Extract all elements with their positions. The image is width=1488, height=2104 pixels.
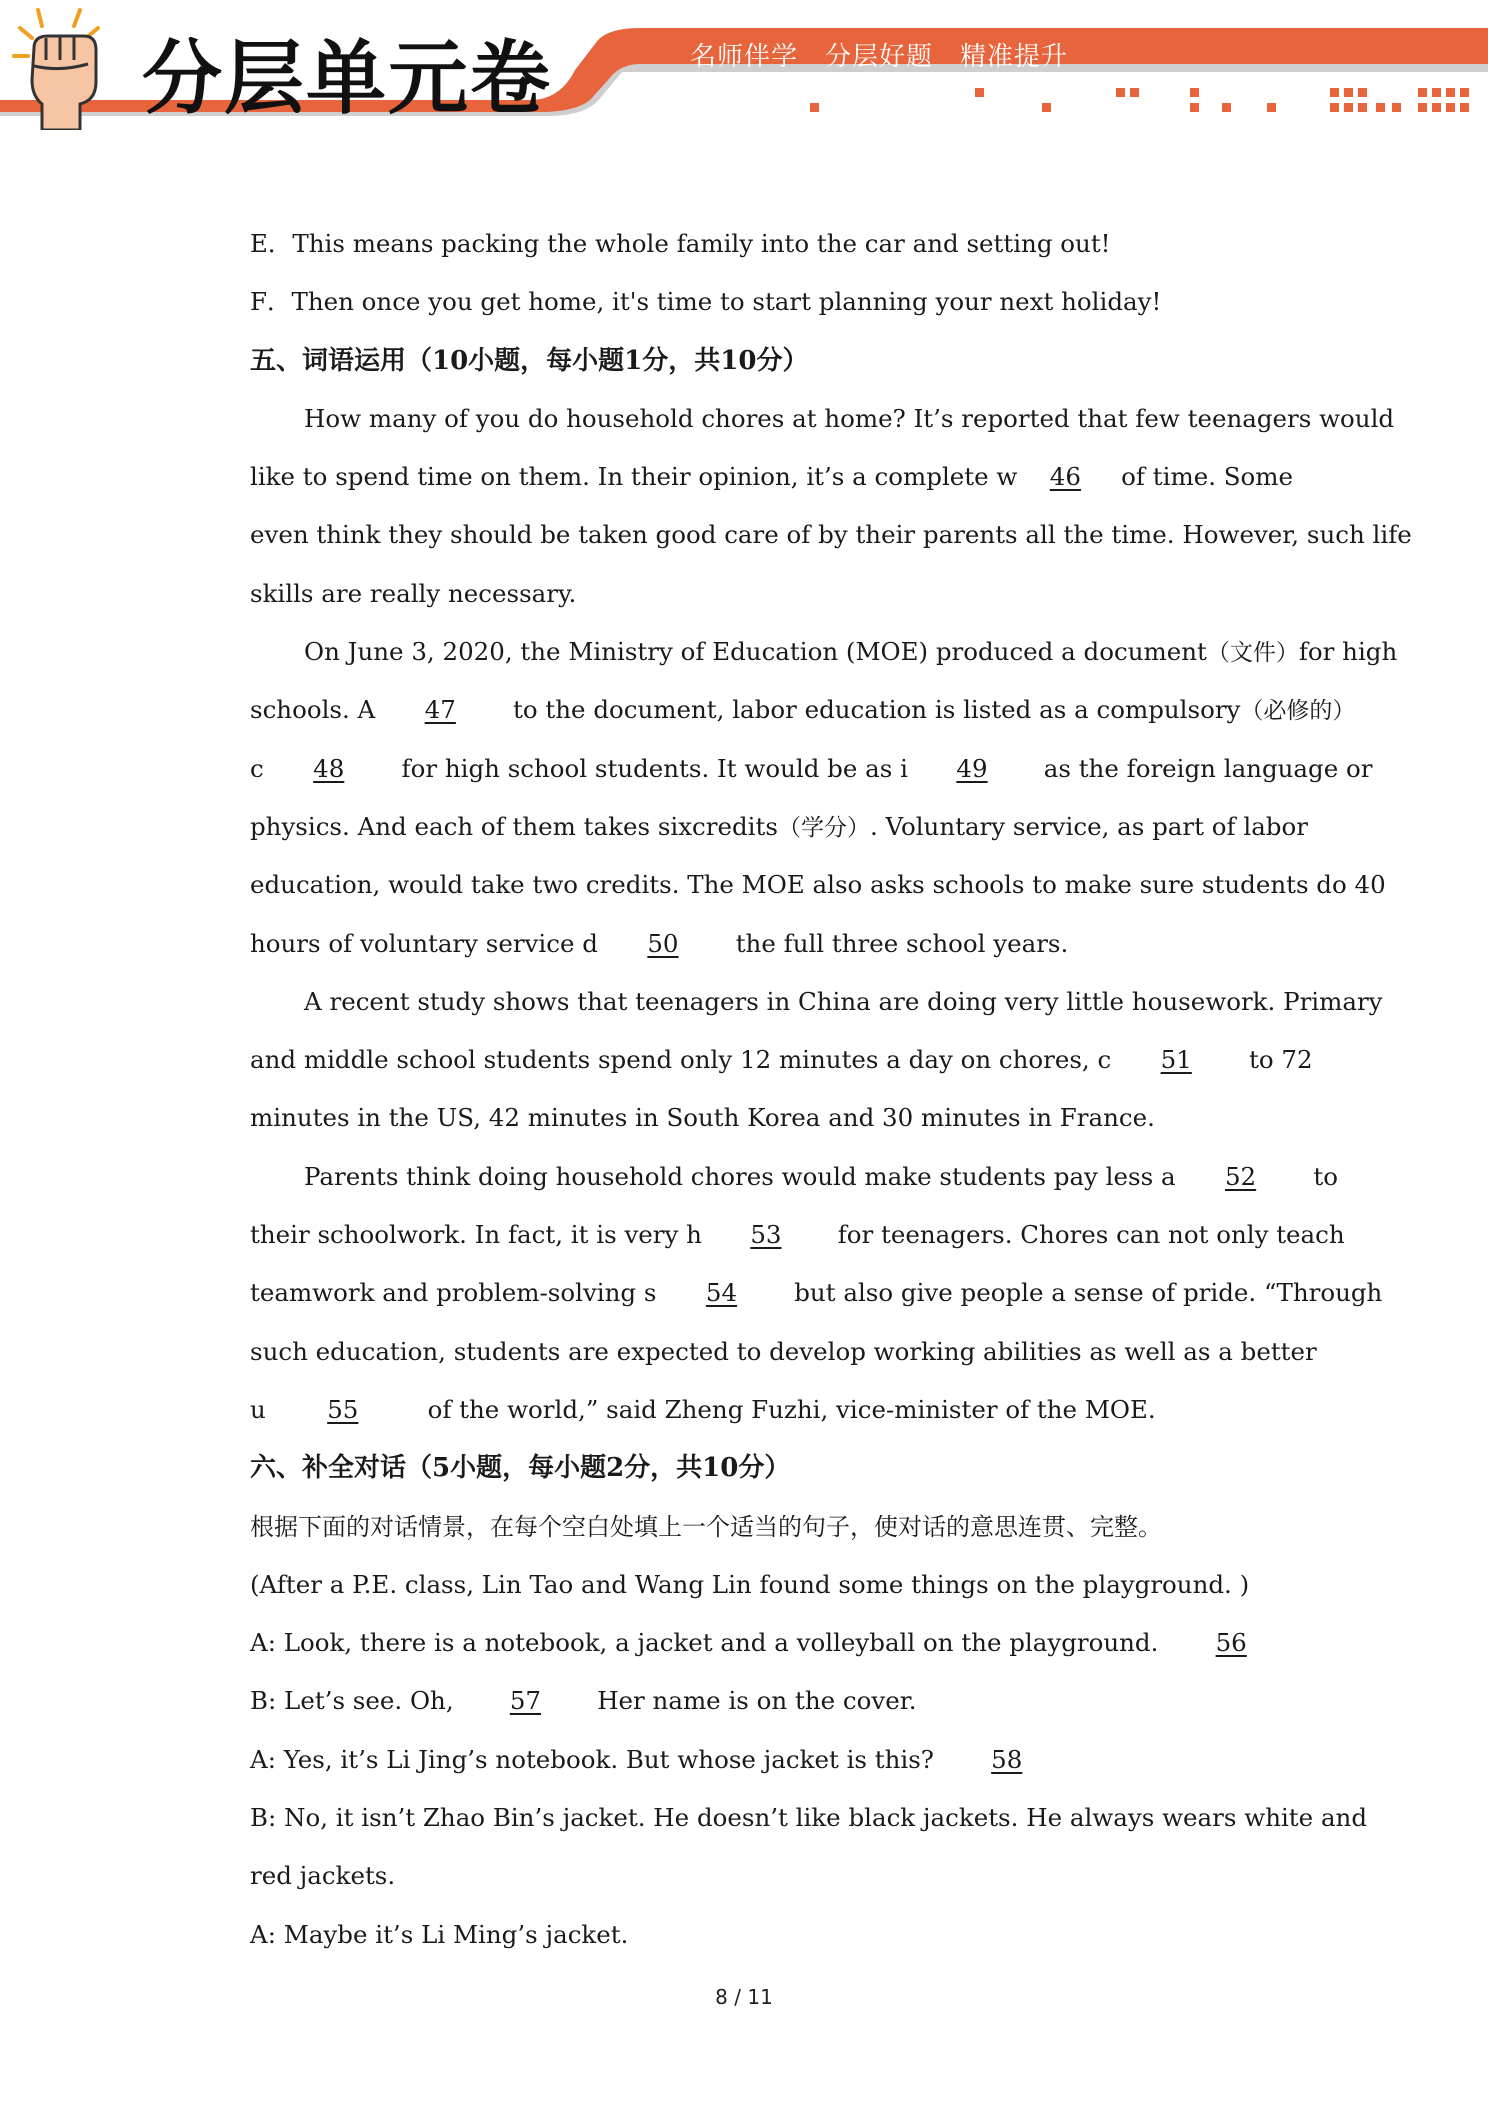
passage-line: Parents think doing household chores would make students pay less a 52 to: [250, 1148, 1250, 1206]
passage-line: even think they should be taken good care of by their parents all the time. However, such life: [250, 520, 1412, 550]
blank-50[interactable]: 50: [647, 928, 679, 958]
passage-line: and middle school students spend only 12 minutes a day on chores, c 51 to 72: [250, 1031, 1250, 1089]
blank-52[interactable]: 52: [1224, 1161, 1257, 1191]
dialogue-line: A: Yes, it’s Li Jing’s notebook. But whose jacket is this? 58: [250, 1731, 1250, 1789]
section-six-instruction: 根据下面的对话情景，在每个空白处填上一个适当的句子，使对话的意思连贯、完整。: [250, 1512, 1162, 1541]
page-header: [0, 0, 1488, 130]
blank-47[interactable]: 47: [424, 695, 456, 725]
passage-line: skills are really necessary.: [250, 578, 577, 608]
passage-line: such education, students are expected to develop working abilities as well as a better: [250, 1336, 1317, 1366]
blank-53[interactable]: 53: [750, 1220, 782, 1250]
passage-line: On June 3, 2020, the Ministry of Education (MOE) produced a document（文件）for high: [304, 637, 1398, 667]
passage-line: How many of you do household chores at home? It’s reported that few teenagers would: [304, 403, 1395, 433]
passage-line: education, would take two credits. The MOE also asks schools to make sure students do 40: [250, 870, 1386, 900]
dialogue-line: red jackets.: [250, 1861, 396, 1891]
option-f: F．Then once you get home, it's time to start planning your next holiday!: [250, 287, 1162, 317]
blank-49[interactable]: 49: [956, 753, 988, 783]
passage-line: their schoolwork. In fact, it is very h 53 for teenagers. Chores can not only teach: [250, 1206, 1250, 1264]
blank-58[interactable]: 58: [991, 1744, 1023, 1774]
blank-46[interactable]: 46: [1049, 462, 1081, 492]
dialogue-line: A: Maybe it’s Li Ming’s jacket.: [250, 1919, 629, 1949]
blank-55[interactable]: 55: [327, 1394, 359, 1424]
passage-line: u 55 of the world,” said Zheng Fuzhi, vice-minister of the MOE.: [250, 1381, 1250, 1439]
option-e: E．This means packing the whole family into the car and setting out!: [250, 229, 1111, 258]
passage-line: hours of voluntary service d 50 the full three school years.: [250, 915, 1250, 973]
dialogue-line: B: No, it isn’t Zhao Bin’s jacket. He doesn’t like black jackets. He always wears white and: [250, 1803, 1368, 1833]
blank-57[interactable]: 57: [509, 1686, 541, 1716]
passage-line: c 48 for high school students. It would be as i 49 as the foreign language or: [250, 740, 1250, 798]
dialogue-context: (After a P.E. class, Lin Tao and Wang Lin found some things on the playground. ): [250, 1569, 1250, 1599]
section-five-title: 五、词语运用（10小题，每小题1分，共10分）: [250, 345, 809, 376]
passage-line: A recent study shows that teenagers in China are doing very little housework. Primary: [304, 986, 1383, 1016]
passage-line: schools. A 47 to the document, labor education is listed as a compulsory（必修的）: [250, 681, 1250, 739]
blank-48[interactable]: 48: [313, 753, 345, 783]
header-slogan: 名师伴学 分层好题 精准提升: [690, 42, 1069, 72]
passage-line: physics. And each of them takes sixcredits（学分）. Voluntary service, as part of labor: [250, 811, 1308, 841]
section-six-title: 六、补全对话（5小题，每小题2分，共10分）: [250, 1453, 791, 1484]
brand-title: 分层单元卷: [142, 32, 552, 125]
blank-54[interactable]: 54: [705, 1278, 738, 1308]
dialogue-line: B: Let’s see. Oh, 57 Her name is on the cover.: [250, 1672, 1250, 1730]
blank-51[interactable]: 51: [1160, 1045, 1192, 1075]
blank-56[interactable]: 56: [1215, 1628, 1247, 1658]
dialogue-line: A: Look, there is a notebook, a jacket and a volleyball on the playground. 56: [250, 1614, 1250, 1672]
worksheet-body: [250, 215, 1412, 1964]
passage-line: like to spend time on them. In their opinion, it’s a complete w 46 of time. Some: [250, 448, 1250, 506]
passage-line: minutes in the US, 42 minutes in South Korea and 30 minutes in France.: [250, 1103, 1155, 1133]
passage-line: teamwork and problem-solving s 54 but also give people a sense of pride. “Through: [250, 1264, 1250, 1322]
page-number: 8 / 11: [715, 1985, 773, 2009]
